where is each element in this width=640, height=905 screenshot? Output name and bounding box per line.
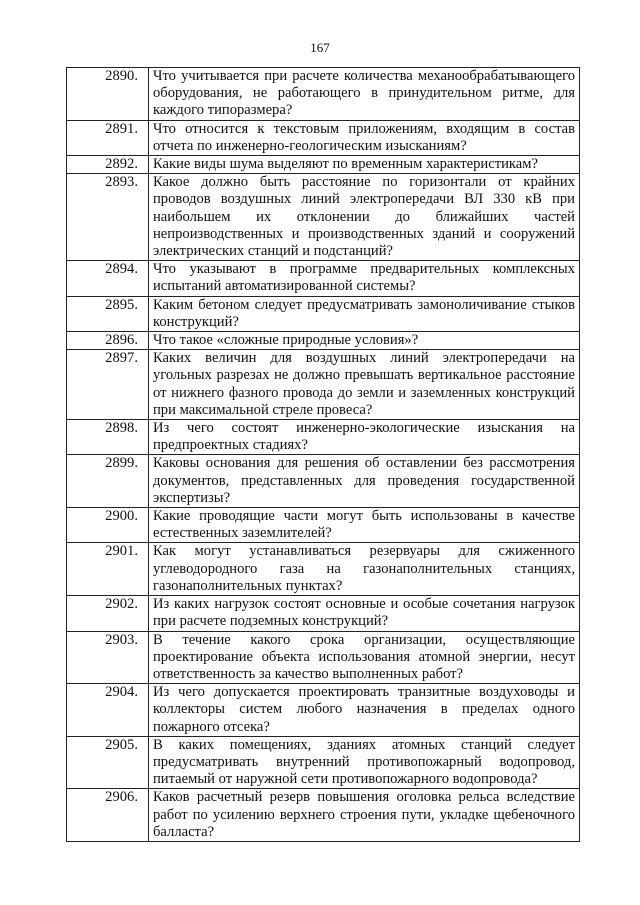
table-row (67, 332, 580, 350)
table-row (67, 455, 580, 508)
question-text: Каким бетоном следует предусматривать замоноличивание стыков конструкций? (149, 296, 580, 331)
table-row (67, 120, 580, 155)
question-number: 2891. (67, 120, 149, 155)
question-text: Что учитывается при расчете количества механообрабатывающего оборудования, не работающего в принудительном ритме, для каждого типоразмера? (149, 68, 580, 121)
table-row (67, 736, 580, 789)
question-text: Что относится к текстовым приложениям, входящим в состав отчета по инженерно-геологическим изысканиям? (149, 120, 580, 155)
question-number: 2899. (67, 455, 149, 508)
question-number: 2896. (67, 332, 149, 350)
table-row (67, 543, 580, 596)
question-text: Какое должно быть расстояние по горизонтали от крайних проводов воздушных линий электропередачи ВЛ 330 кВ при наибольшем их отклонении до ближайших частей непроизводственных и производственных зданий и сооружений электрических станций и подстанций? (149, 174, 580, 261)
table-row (67, 261, 580, 296)
table-row (67, 596, 580, 631)
question-number: 2905. (67, 736, 149, 789)
page-number: 167 (310, 40, 330, 55)
question-text: Какие виды шума выделяют по временным характеристикам? (149, 156, 580, 174)
question-number: 2895. (67, 296, 149, 331)
questions-table (66, 67, 580, 842)
question-number: 2904. (67, 684, 149, 737)
question-text: Из чего состоят инженерно-экологические изыскания на предпроектных стадиях? (149, 420, 580, 455)
table-row (67, 420, 580, 455)
question-number: 2894. (67, 261, 149, 296)
question-text: Из каких нагрузок состоят основные и особые сочетания нагрузок при расчете подземных конструкций? (149, 596, 580, 631)
table-row (67, 174, 580, 261)
question-number: 2902. (67, 596, 149, 631)
table-row (67, 296, 580, 331)
question-text: В течение какого срока организации, осуществляющие проектирование объекта использования атомной энергии, несут ответственность за качество выполненных работ? (149, 631, 580, 684)
question-text: Какие проводящие части могут быть использованы в качестве естественных заземлителей? (149, 508, 580, 543)
table-row (67, 156, 580, 174)
table-row (67, 684, 580, 737)
questions-table-body (67, 68, 580, 842)
question-text: Как могут устанавливаться резервуары для сжиженного углеводородного газа на газонаполнительных станциях, газонаполнительных пунктах? (149, 543, 580, 596)
question-number: 2901. (67, 543, 149, 596)
question-number: 2906. (67, 789, 149, 842)
question-number: 2898. (67, 420, 149, 455)
question-number: 2897. (67, 350, 149, 420)
question-text: Что указывают в программе предварительных комплексных испытаний автоматизированной системы? (149, 261, 580, 296)
question-number: 2903. (67, 631, 149, 684)
table-row (67, 631, 580, 684)
question-number: 2890. (67, 68, 149, 121)
question-text: Что такое «сложные природные условия»? (149, 332, 580, 350)
table-row (67, 350, 580, 420)
table-row (67, 508, 580, 543)
question-text: Каков расчетный резерв повышения оголовка рельса вследствие работ по усилению верхнего строения пути, укладке щебеночного балласта? (149, 789, 580, 842)
table-row (67, 68, 580, 121)
question-text: Каковы основания для решения об оставлении без рассмотрения документов, представленных для проведения государственной экспертизы? (149, 455, 580, 508)
question-number: 2893. (67, 174, 149, 261)
question-number: 2900. (67, 508, 149, 543)
question-text: Из чего допускается проектировать транзитные воздуховоды и коллекторы систем любого назначения в пределах одного пожарного отсека? (149, 684, 580, 737)
question-text: Каких величин для воздушных линий электропередачи на угольных разрезах не должно превышать вертикальное расстояние от нижнего фазного провода до земли и заземленных конструкций при максимальной стреле провеса? (149, 350, 580, 420)
question-number: 2892. (67, 156, 149, 174)
question-text: В каких помещениях, зданиях атомных станций следует предусматривать внутренний противопожарный водопровод, питаемый от наружной сети противопожарного водопровода? (149, 736, 580, 789)
table-row (67, 789, 580, 842)
